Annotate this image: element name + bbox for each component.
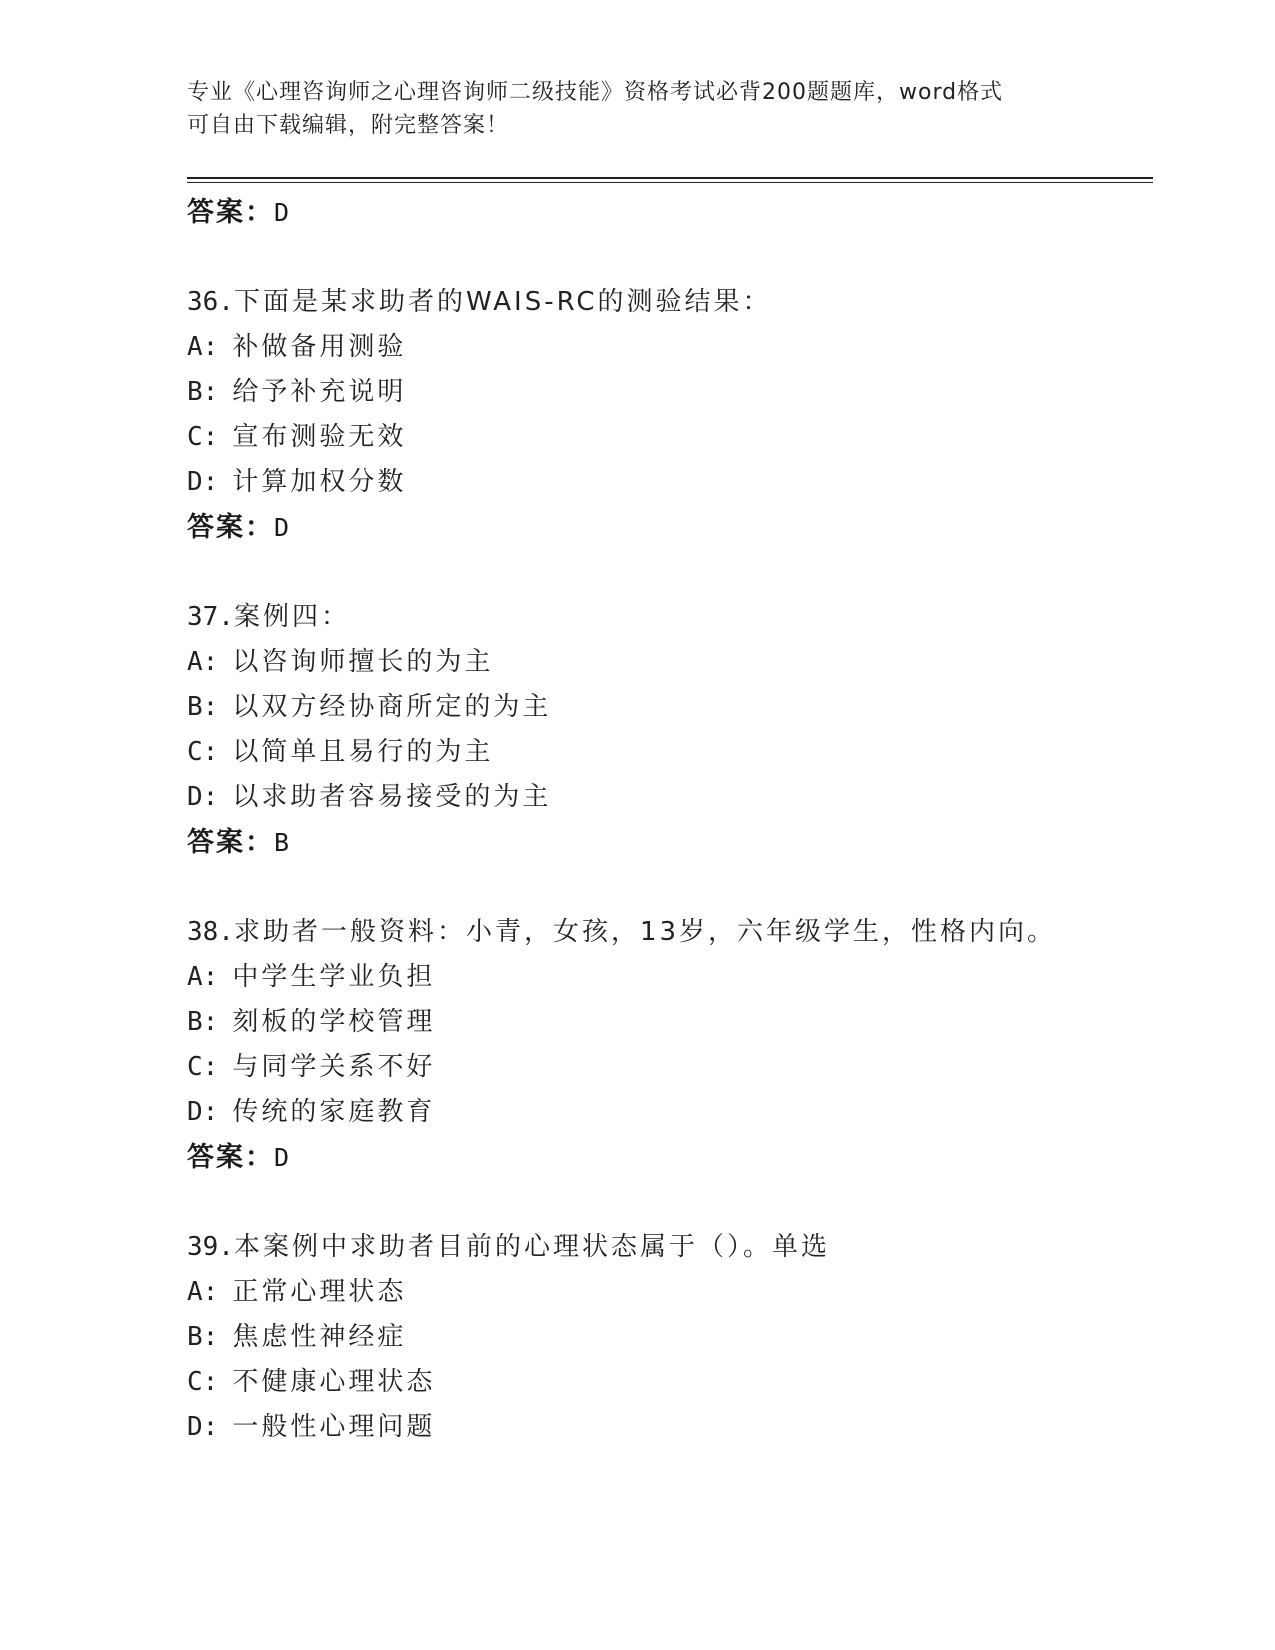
answer-value: D: [274, 1143, 290, 1172]
question-title: [187, 595, 1153, 640]
option-text: 刻板的学校管理: [232, 1007, 436, 1037]
option-text: 焦虑性神经症: [232, 1322, 407, 1352]
option-b: [187, 1315, 1153, 1360]
option-d: [187, 775, 1153, 820]
option-text: 不健康心理状态: [232, 1367, 436, 1397]
question-37: [187, 595, 1153, 865]
question-title: [187, 910, 1153, 955]
question-text: 求助者一般资料：小青，女孩，13岁，六年级学生，性格内向。: [233, 917, 1057, 947]
option-letter: B:: [187, 1007, 219, 1037]
answer-label: 答案：: [187, 1142, 274, 1173]
option-letter: B:: [187, 377, 219, 407]
answer-line: [187, 820, 1153, 865]
option-text: 传统的家庭教育: [232, 1097, 436, 1127]
option-text: 以求助者容易接受的为主: [232, 782, 552, 812]
option-letter: A:: [187, 647, 219, 677]
option-letter: D:: [187, 782, 219, 812]
option-a: [187, 325, 1153, 370]
option-c: [187, 415, 1153, 460]
question-number: 39.: [187, 1232, 234, 1262]
option-b: [187, 370, 1153, 415]
question-title: [187, 1225, 1153, 1270]
question-title: [187, 280, 1153, 325]
option-a: [187, 1270, 1153, 1315]
option-a: [187, 955, 1153, 1000]
option-letter: B:: [187, 692, 219, 722]
option-text: 与同学关系不好: [232, 1052, 436, 1082]
question-number: 38.: [187, 917, 234, 947]
option-letter: C:: [187, 1367, 219, 1397]
option-d: [187, 1090, 1153, 1135]
option-a: [187, 640, 1153, 685]
option-letter: D:: [187, 1412, 219, 1442]
document-header: [187, 76, 1087, 142]
option-text: 一般性心理问题: [232, 1412, 436, 1442]
header-title-line-1: 专业《心理咨询师之心理咨询师二级技能》资格考试必背200题题库，word格式: [187, 80, 1004, 105]
answer-label: 答案：: [187, 512, 274, 543]
option-b: [187, 1000, 1153, 1045]
answer-value: D: [274, 198, 290, 227]
option-text: 正常心理状态: [232, 1277, 407, 1307]
option-text: 以简单且易行的为主: [232, 737, 494, 767]
spacer: [187, 235, 1153, 280]
header-title-line-2: 可自由下载编辑，附完整答案！: [187, 113, 510, 138]
option-letter: D:: [187, 1097, 219, 1127]
answer-value: D: [274, 513, 290, 542]
spacer: [187, 550, 1153, 595]
spacer: [187, 865, 1153, 910]
option-text: 宣布测验无效: [232, 422, 407, 452]
answer-line: [187, 505, 1153, 550]
header-divider-thick: [187, 177, 1153, 179]
header-divider-thin: [187, 182, 1153, 183]
option-text: 以咨询师擅长的为主: [232, 647, 494, 677]
option-letter: D:: [187, 467, 219, 497]
answer-line: [187, 190, 1153, 235]
option-text: 给予补充说明: [232, 377, 407, 407]
question-text: 下面是某求助者的WAIS-RC的测验结果：: [233, 287, 772, 317]
question-number: 37.: [187, 602, 234, 632]
option-c: [187, 1045, 1153, 1090]
option-c: [187, 730, 1153, 775]
option-text: 计算加权分数: [232, 467, 407, 497]
option-text: 中学生学业负担: [232, 962, 436, 992]
option-b: [187, 685, 1153, 730]
question-text: 本案例中求助者目前的心理状态属于（）。单选: [233, 1232, 830, 1262]
option-letter: C:: [187, 737, 219, 767]
question-text: 案例四：: [233, 602, 350, 632]
option-d: [187, 1405, 1153, 1450]
question-39: [187, 1225, 1153, 1450]
answer-label: 答案：: [187, 197, 274, 228]
option-text: 补做备用测验: [232, 332, 407, 362]
option-letter: A:: [187, 962, 219, 992]
option-letter: A:: [187, 1277, 219, 1307]
answer-label: 答案：: [187, 827, 274, 858]
option-letter: C:: [187, 1052, 219, 1082]
option-c: [187, 1360, 1153, 1405]
spacer: [187, 1180, 1153, 1225]
option-d: [187, 460, 1153, 505]
option-text: 以双方经协商所定的为主: [232, 692, 552, 722]
option-letter: C:: [187, 422, 219, 452]
question-36: [187, 280, 1153, 550]
question-38: [187, 910, 1153, 1180]
answer-value: B: [274, 828, 290, 857]
option-letter: A:: [187, 332, 219, 362]
option-letter: B:: [187, 1322, 219, 1352]
answer-line: [187, 1135, 1153, 1180]
question-list: [187, 190, 1153, 1450]
question-number: 36.: [187, 287, 234, 317]
